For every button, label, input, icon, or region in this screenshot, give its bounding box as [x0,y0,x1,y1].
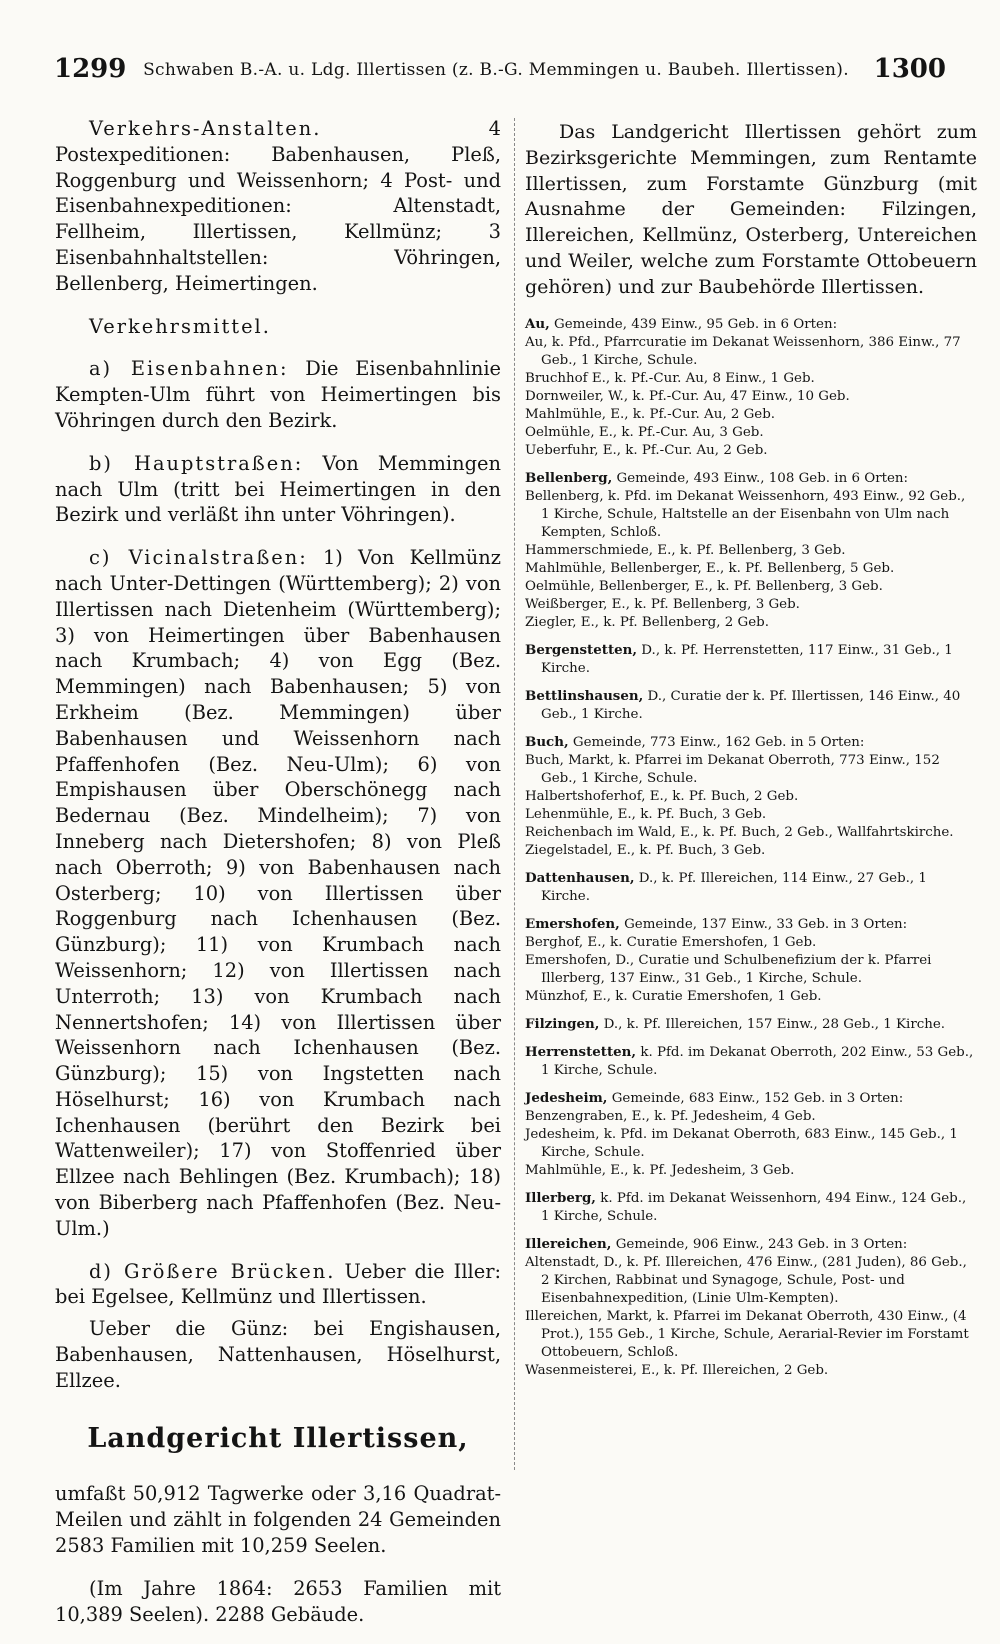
municipality-name: Filzingen, [525,1015,600,1032]
municipality-name: Au, [525,315,550,332]
locality-row: Mahlmühle, E., k. Pf. Jedesheim, 3 Geb. [525,1162,795,1178]
municipality-name: Bettlinshausen, [525,687,644,704]
verkehrs-anstalten-paragraph [55,116,501,297]
left-column [55,116,501,1644]
court-text: umfaßt 50,912 Tagwerke oder 3,16 Quadrat-Meilen und zählt in folgenden 24 Gemeinden 2583 Familien mit 10,259 Seelen. [55,1482,501,1558]
municipality-line [525,1189,977,1226]
verkehrs-anstalten-label: Verkehrs-Anstalten. [89,117,322,140]
locality-row: Dornweiler, W., k. Pf.-Cur. Au, 47 Einw., 10 Geb. [525,388,850,404]
locality-row: Berghof, E., k. Curatie Emershofen, 1 Geb. [525,934,817,950]
hauptstrassen-text: Von Memmingen nach Ulm (tritt bei Heimertingen in den Bezirk und verläßt ihn unter Vöhringen). [55,451,501,527]
municipality-line [525,869,977,906]
column-divider [514,118,515,1470]
vicinalstrassen-paragraph [55,545,501,1242]
locality-row: Hammerschmiede, E., k. Pf. Bellenberg, 3 Geb. [525,542,846,558]
locality-row: Ziegelstadel, E., k. Pf. Buch, 3 Geb. [525,842,766,858]
municipality-name: Jedesheim, [525,1089,608,1106]
locality-row: Wasenmeisterei, E., k. Pf. Illereichen, 2 Geb. [525,1362,829,1378]
locality-row: Mahlmühle, Bellenberger, E., k. Pf. Bellenberg, 5 Geb. [525,560,895,576]
eisenbahnen-text: Die Eisenbahnlinie Kempten-Ulm führt von Heimertingen bis Vöhringen durch den Bezirk. [55,357,501,432]
municipality-line [525,1015,977,1034]
vicinalstrassen-label: c) Vicinalstraßen: [89,546,308,570]
page-header [30,54,970,94]
municipality-summary: Gemeinde, 773 Einw., 162 Geb. in 5 Orten: [568,734,865,750]
municipality-name: Buch, [525,733,569,750]
municipality-line [525,1043,977,1080]
right-column [525,120,977,1389]
municipality-name: Bellenberg, [525,469,613,486]
municipality-name: Bergenstetten, [525,641,638,658]
municipality-summary: Gemeinde, 439 Einw., 95 Geb. in 6 Orten: [549,316,838,332]
verkehrs-anstalten-text: 4 Postexpeditionen: Babenhausen, Pleß, Roggenburg und Weissenhorn; 4 Post- und Eisenbahnexpeditionen: Altenstadt, Fellheim, Illertissen, Kellmünz; 3 Eisenbahnhaltstellen: Vöhringen, Bellenberg, Heimertingen. [55,117,501,295]
locality-row: Ziegler, E., k. Pf. Bellenberg, 2 Geb. [525,614,769,630]
municipality-list [525,315,977,1380]
municipality-entry [525,733,977,860]
locality-row: Halbertshoferhof, E., k. Pf. Buch, 2 Geb. [525,788,799,804]
bruecken-paragraph [55,1259,501,1311]
locality-row: Oelmühle, Bellenberger, E., k. Pf. Bellenberg, 3 Geb. [525,578,883,594]
bruecken-label: d) Größere Brücken. [89,1259,336,1283]
municipality-name: Illerberg, [525,1189,596,1206]
hauptstrassen-paragraph [55,451,501,528]
municipality-entry [525,915,977,1006]
municipality-line [525,915,977,934]
municipality-summary: D., k. Pf. Herrenstetten, 117 Einw., 31 Geb., 1 Kirche. [541,642,953,676]
court-jurisdiction-intro: Das Landgericht Illertissen gehört zum Bezirksgerichte Memmingen, zum Rentamte Illertissen, zum Forstamte Günzburg (mit Ausnahme der Gemeinden: Filzingen, Illereichen, Kellmünz, Osterberg, Untereichen und Weiler, welche zum Forstamte Ottobeuern gehören) und zur Baubehörde Illertissen. [525,121,977,298]
municipality-summary: Gemeinde, 683 Einw., 152 Geb. in 3 Orten: [607,1090,904,1106]
locality-row: Reichenbach im Wald, E., k. Pf. Buch, 2 Geb., Wallfahrtskirche. [525,824,954,840]
court-heading: Landgericht Illertissen, [87,1422,469,1454]
municipality-line [525,1235,977,1254]
locality-row: Emershofen, D., Curatie und Schulbenefizium der k. Pfarrei Illerberg, 137 Einw., 31 Geb., 1 Kirche, Schule. [525,952,932,986]
locality-row: Au, k. Pfd., Pfarrcuratie im Dekanat Weissenhorn, 386 Einw., 77 Geb., 1 Kirche, Schule. [525,334,961,368]
locality-row: Oelmühle, E., k. Pf.-Cur. Au, 3 Geb. [525,424,764,440]
municipality-line [525,469,977,488]
locality-row: Weißberger, E., k. Pf. Bellenberg, 3 Geb. [525,596,800,612]
municipality-name: Illereichen, [525,1235,612,1252]
locality-row: Mahlmühle, E., k. Pf.-Cur. Au, 2 Geb. [525,406,776,422]
municipality-entry [525,315,977,460]
municipality-summary: D., k. Pf. Illereichen, 114 Einw., 27 Geb., 1 Kirche. [541,870,927,904]
locality-row: Lehenmühle, E., k. Pf. Buch, 3 Geb. [525,806,767,822]
municipality-entry [525,1043,977,1080]
municipality-line [525,641,977,678]
municipality-summary: Gemeinde, 906 Einw., 243 Geb. in 3 Orten: [611,1236,908,1252]
municipality-line [525,1089,977,1108]
running-title: Schwaben B.-A. u. Ldg. Illertissen (z. B.-G. Memmingen u. Baubeh. Illertissen). [143,60,849,80]
locality-row: Altenstadt, D., k. Pf. Illereichen, 476 Einw., (281 Juden), 86 Geb., 2 Kirchen, Rabbinat und Synagoge, Schule, Post- und Eisenbahnexpedition, (Linie Ulm-Kempten). [525,1254,967,1306]
municipality-summary: Gemeinde, 493 Einw., 108 Geb. in 6 Orten: [612,470,909,486]
municipality-name: Herrenstetten, [525,1043,637,1060]
municipality-entry [525,1189,977,1226]
page-number-left: 1299 [54,54,127,84]
municipality-entry [525,869,977,906]
verkehrsmittel-label: Verkehrsmittel. [89,314,271,338]
municipality-summary: D., k. Pf. Illereichen, 157 Einw., 28 Geb., 1 Kirche. [599,1016,946,1032]
hauptstrassen-label: b) Hauptstraßen: [89,451,304,475]
municipality-entry [525,469,977,632]
eisenbahnen-paragraph [55,356,501,433]
municipality-entry [525,1235,977,1380]
municipality-summary: Gemeinde, 137 Einw., 33 Geb. in 3 Orten: [619,916,908,932]
municipality-entry [525,1089,977,1180]
guenz-paragraph: Ueber die Günz: bei Engishausen, Babenhausen, Nattenhausen, Höselhurst, Ellzee. [55,1317,501,1392]
locality-row: Bellenberg, k. Pfd. im Dekanat Weissenhorn, 493 Einw., 92 Geb., 1 Kirche, Schule, Haltstelle an der Eisenbahn von Ulm nach Kempten, Schloß. [525,488,966,540]
locality-row: Illereichen, Markt, k. Pfarrei im Dekanat Oberroth, 430 Einw., (4 Prot.), 155 Geb., 1 Kirche, Schule, Aerarial-Revier im Forstamt Ottobeuern, Schloß. [525,1308,969,1360]
locality-row: Benzengraben, E., k. Pf. Jedesheim, 4 Geb. [525,1108,816,1124]
municipality-line [525,315,977,334]
locality-row: Münzhof, E., k. Curatie Emershofen, 1 Geb. [525,988,822,1004]
verkehrsmittel-heading [55,314,501,340]
page-number-right: 1300 [873,54,946,84]
vicinalstrassen-text: 1) Von Kellmünz nach Unter-Dettingen (Württemberg); 2) von Illertissen nach Dietenheim (Württemberg); 3) von Heimertingen über Babenhausen nach Krumbach; 4) von Egg (Bez. Memmingen) nach Babenhausen; 5) von Erkheim (Bez. Memmingen) über Babenhausen und Weissenhorn nach Pfaffenhofen (Bez. Neu-Ulm); 6) von Empishausen über Oberschönegg nach Bedernau (Bez. Mindelheim); 7) von Inneberg nach Dietershofen; 8) von Pleß nach Oberroth; 9) von Babenhausen nach Osterberg; 10) von Illertissen über Roggenburg nach Ichenhausen (Bez. Günzburg); 11) von Krumbach nach Weissenhorn; 12) von Illertissen nach Unterroth; 13) von Krumbach nach Nennertshofen; 14) von Illertissen über Weissenhorn nach Ichenhausen (Bez. Günzburg); 15) von Ingstetten nach Höselhurst; 16) von Krumbach nach Ichenhausen (berührt den Bezirk bei Wattenweiler); 17) von Stoffenried über Ellzee nach Behlingen (Bez. Krumbach); 18) von Biberberg nach Pfaffenhofen (Bez. Neu-Ulm.) [55,546,501,1240]
eisenbahnen-label: a) Eisenbahnen: [89,357,289,381]
municipality-entry [525,641,977,678]
municipality-name: Emershofen, [525,915,620,932]
locality-row: Bruchhof E., k. Pf.-Cur. Au, 8 Einw., 1 Geb. [525,370,815,386]
locality-row: Buch, Markt, k. Pfarrei im Dekanat Oberroth, 773 Einw., 152 Geb., 1 Kirche, Schule. [525,752,940,786]
locality-row: Jedesheim, k. Pfd. im Dekanat Oberroth, 683 Einw., 145 Geb., 1 Kirche, Schule. [525,1126,958,1160]
municipality-line [525,687,977,724]
municipality-entry [525,1015,977,1034]
municipality-summary: k. Pfd. im Dekanat Weissenhorn, 494 Einw., 124 Geb., 1 Kirche, Schule. [541,1190,967,1224]
municipality-summary: k. Pfd. im Dekanat Oberroth, 202 Einw., 53 Geb., 1 Kirche, Schule. [541,1044,974,1078]
municipality-line [525,733,977,752]
municipality-summary: D., Curatie der k. Pf. Illertissen, 146 Einw., 40 Geb., 1 Kirche. [541,688,961,722]
court-note: (Im Jahre 1864: 2653 Familien mit 10,389 Seelen). 2288 Gebäude. [55,1576,501,1626]
locality-row: Ueberfuhr, E., k. Pf.-Cur. Au, 2 Geb. [525,442,768,458]
bruecken-text: Ueber die Iller: bei Egelsee, Kellmünz und Illertissen. [55,1259,502,1309]
municipality-name: Dattenhausen, [525,869,635,886]
municipality-entry [525,687,977,724]
